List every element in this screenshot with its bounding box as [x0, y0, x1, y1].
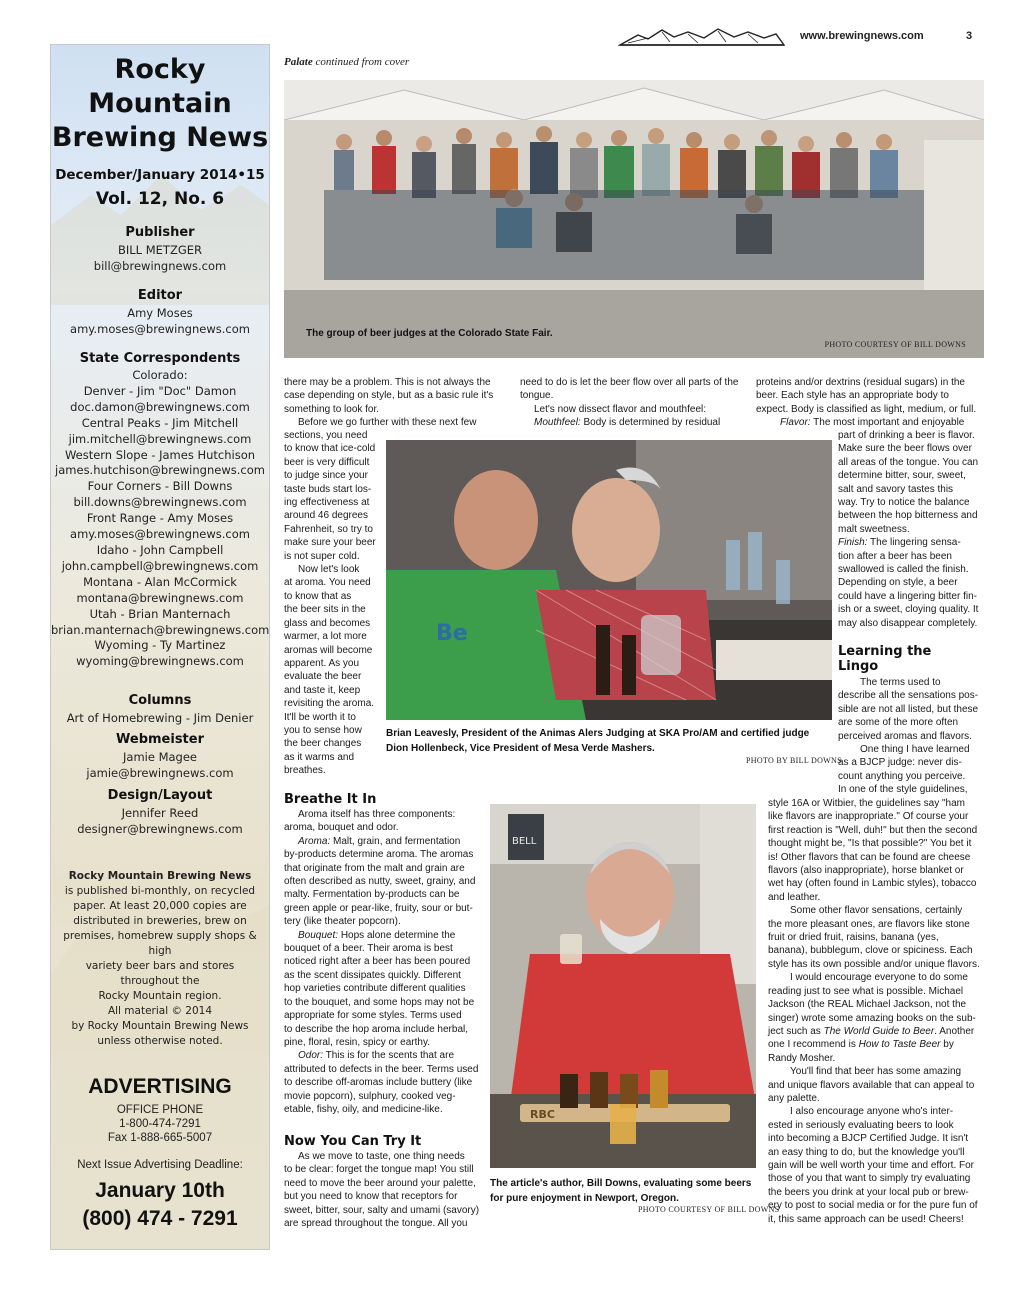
correspondent-line: Idaho - John Campbell — [96, 542, 224, 557]
columns-heading: Columns — [128, 693, 192, 708]
editor-email[interactable]: amy.moses@brewingnews.com — [70, 322, 250, 336]
correspondent-line: Front Range - Amy Moses — [86, 511, 234, 526]
middle-photo-caption: Brian Leavesly, President of the Animas Alers Judging at SKA Pro/AM and certified judge Dion Hollenbeck, Vice President of Mesa Verde Mashers. — [386, 728, 810, 754]
breathe-section: Aroma itself has three components: aroma, bouquet and odor. Aroma: Malt, grain, and fermentation by-products determine aroma. The aromas that originate from the malt and grain are often described as nutty, sweet, grainy, and malty. Fermentation by-products can be green apple or pear-like, fruity, sour or but- tery (like theater popcorn). Bouquet: Hops alone determine the bouquet of a beer. Their aroma is best noticed right after a beer has been poured as the scent dissipates quickly. Different hop varieties contribute different qualities to the bouquet, and some hops may not be appropriate for some styles. Terms used to describe the hop aroma include herbal, pine, floral, resin, spicy or earthy. Odor: This is for the scents that are attributed to defects in the beer. Terms used to describe off-aromas include buttery (like movie popcorn), sulphury, cooked veg- etable, fishy, oily, and medicine-like. — [284, 809, 479, 1115]
page-number: 3 — [966, 30, 973, 42]
webmeister-email[interactable]: jamie@brewingnews.com — [86, 766, 234, 780]
correspondent-line: Wyoming - Ty Martinez — [94, 638, 226, 653]
judges-group-photo — [284, 80, 984, 358]
office-phone-label: OFFICE PHONE — [116, 1104, 204, 1116]
lingo-section: The terms used to describe all the sensations pos- sible are not all listed, but these are some of the more often perceived aromas and flavors. One thing I have learned as a BJCP judge: never dis- count anything you perceive. In one of the style guidelines, — [838, 677, 979, 796]
top-photo-caption: The group of beer judges at the Colorado State Fair. — [306, 328, 553, 339]
judging-photo — [386, 440, 832, 720]
wall-sign-text: BELL — [512, 836, 537, 847]
column-1-top: there may be a problem. This is not always the case depending on style, but as a basic rule it's something to look for. Before we go further with these next few — [284, 377, 494, 429]
design-heading: Design/Layout — [107, 788, 213, 803]
book-title: The World Guide to Beer — [823, 1025, 935, 1037]
breathe-heading: Breathe It In — [284, 792, 377, 807]
correspondents-heading: State Correspondents — [79, 351, 241, 366]
middle-photo-credit: PHOTO BY BILL DOWNS — [746, 756, 842, 765]
bottom-photo-credit: PHOTO COURTESY OF BILL DOWNS — [638, 1205, 780, 1214]
masthead-title: Rocky Mountain Brewing News — [51, 54, 269, 153]
correspondent-email[interactable]: john.campbell@brewingnews.com — [61, 558, 259, 573]
column-2-top: need to do is let the beer flow over all parts of the tongue. Let's now dissect flavor and mouthfeel: Mouthfeel: Body is determined by residual — [520, 377, 739, 429]
book-title: How to Taste Beer — [858, 1039, 941, 1051]
column-3-top: proteins and/or dextrins (residual sugars) in the beer. Each style has an appropriate body to expect. Body is classified as light, medium, or full. Flavor: The most important and enjoyable — [756, 377, 977, 429]
shirt-text: Be — [436, 621, 468, 646]
issue-date: December/January 2014•15 — [55, 167, 265, 183]
fax-number: Fax 1-888-665-5007 — [107, 1132, 213, 1144]
publication-info: Rocky Mountain Brewing News is published bi-monthly, on recycled paper. At least 20,000 copies are distributed in breweries, brew on premises, homebrew supply shops & high variety beer bars and stores throughout the Rocky Mountain region. All material © 2014 by Rocky Mountain Brewing News unless otherwise noted. — [63, 870, 257, 1047]
bottom-photo-caption: The article's author, Bill Downs, evaluating some beers for pure enjoyment in Newport, Oregon. — [490, 1178, 752, 1204]
design-name: Jennifer Reed — [121, 806, 199, 820]
masthead-sidebar — [50, 44, 270, 1250]
lingo-heading: Learning the Lingo — [838, 644, 932, 674]
group-photo-illustration — [284, 80, 984, 358]
site-url[interactable]: www.brewingnews.com — [800, 30, 924, 42]
correspondent-email[interactable]: james.hutchison@brewingnews.com — [55, 463, 265, 478]
publisher-email[interactable]: bill@brewingnews.com — [93, 259, 227, 273]
publisher-name: BILL METZGER — [117, 243, 202, 257]
deadline-phone[interactable]: (800) 474 - 7291 — [82, 1207, 238, 1230]
judging-photo-illustration — [386, 440, 832, 720]
webmeister-heading: Webmeister — [116, 732, 204, 747]
column-1-narrow: sections, you need to know that ice-cold beer is very difficult to judge since your taste buds start los- ing effectiveness at around 46 degrees Fahrenheit, so try to make sure your beer is not super cold. Now let's look at aroma. You need to know that as the beer sits in the glass and becomes warmer, a lot more aromas will become apparent. As you evaluate the beer and taste it, keep revisiting the aroma. It'll be worth it to you to sense how the beer changes as it warms and breathes. — [284, 430, 376, 777]
webmeister-name: Jamie Magee — [123, 750, 197, 764]
try-section: As we move to taste, one thing needs to be clear: forget the tongue map! You still need to move the beer around your palette, but you need to know that receptors for sweet, bitter, sour, salty and umami (savory) are spread throughout the tongue. All you — [284, 1151, 480, 1230]
correspondent-email[interactable]: brian.manternach@brewingnews.com — [51, 622, 270, 637]
design-email[interactable]: designer@brewingnews.com — [77, 822, 243, 836]
volume-number: Vol. 12, No. 6 — [95, 189, 225, 209]
correspondents-list — [51, 368, 269, 670]
correspondent-line: Colorado: — [132, 368, 188, 382]
correspondent-email[interactable]: doc.damon@brewingnews.com — [70, 399, 250, 414]
correspondent-email[interactable]: wyoming@brewingnews.com — [76, 654, 244, 669]
advertising-title: ADVERTISING — [88, 1075, 232, 1098]
correspondent-email[interactable]: jim.mitchell@brewingnews.com — [68, 431, 252, 446]
column-3-narrow: part of drinking a beer is flavor. Make sure the beer flows over all areas of the tongue. You can determine bitter, sour, sweet, salt and savory tastes this way. Try to notice the balance between the hop bitterness and malt sweetness. Finish: The lingering sensa- tion after a beer has been swallowed is called the finish. Depending on style, a beer could have a lingering bitter fin- ish or a sweet, cloying quality. It may also disappear completely. — [838, 430, 979, 629]
paddle-text: RBC — [530, 1108, 555, 1121]
columns-line: Art of Homebrewing - Jim Denier — [66, 711, 254, 725]
correspondent-email[interactable]: amy.moses@brewingnews.com — [70, 527, 250, 542]
author-photo-illustration — [490, 804, 756, 1168]
deadline-label: Next Issue Advertising Deadline: — [77, 1159, 243, 1171]
deadline-date: January 10th — [95, 1179, 225, 1202]
top-photo-credit: PHOTO COURTESY OF BILL DOWNS — [824, 340, 966, 349]
correspondent-line: Montana - Alan McCormick — [83, 574, 237, 589]
editor-name: Amy Moses — [127, 306, 193, 320]
try-heading: Now You Can Try It — [284, 1134, 422, 1149]
continued-note: Palate continued from cover — [284, 56, 410, 68]
correspondent-line: Utah - Brian Manternach — [89, 606, 231, 621]
mountain-logo-icon — [618, 26, 786, 48]
editor-heading: Editor — [137, 288, 183, 303]
correspondent-line: Western Slope - James Hutchison — [64, 447, 256, 462]
correspondent-email[interactable]: montana@brewingnews.com — [76, 590, 244, 605]
correspondent-line: Central Peaks - Jim Mitchell — [81, 415, 239, 430]
correspondent-line: Denver - Jim "Doc" Damon — [83, 383, 237, 398]
publisher-heading: Publisher — [125, 225, 195, 240]
correspondent-email[interactable]: bill.downs@brewingnews.com — [73, 495, 247, 510]
column-3-wide: style 16A or Witbier, the guidelines say "ham like flavors are inappropriate." Of course your first reaction is "Well, duh!" but then the second thought might be, "Is that possible?" You bet it is! Other flavors that can be found are cheese flavors (also inappropriate), horse blanket or wet hay (often found in Lambic styles), tobacco and leather. Some other flavor sensations, certainly the more pleasant ones, are flavors like stone fruit or dried fruit, raisins, banana (yes, banana), bubblegum, clove or spiciness. Each style has its own possible and/or unique flavors. I would encourage everyone to do some reading just to see what is possible. Michael Jackson (the REAL Michael Jackson, not the singer) wrote some amazing books on the sub- ject such as The World Guide to Beer. Another one I recommend is How to Taste Beer by Randy Mosher. You'll find that beer has some amazing and unique flavors available that can appeal to any palette. I also encourage anyone who's inter- ested in seriously evaluating beers to look into becoming a BJCP Certified Judge. It isn't an easy thing to do, but the knowledge you'll gain will be well worth your time and effort. For those of you that want to simply try evaluating the beers you drink at your local pub or brew- ery to post to social media or for the pure fun of it, this same approach can be used! Cheers! — [768, 798, 980, 1225]
author-photo — [490, 804, 756, 1168]
office-phone[interactable]: 1-800-474-7291 — [119, 1118, 201, 1130]
correspondent-line: Four Corners - Bill Downs — [87, 479, 233, 494]
